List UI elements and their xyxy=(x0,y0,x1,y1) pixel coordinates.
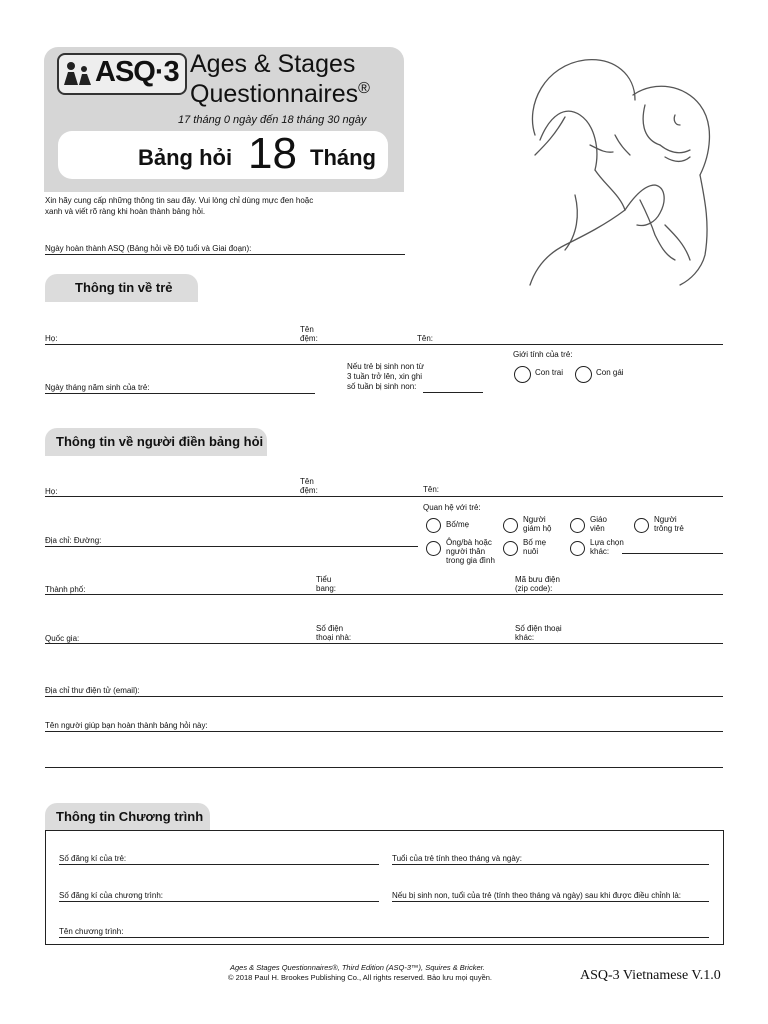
title-line2 xyxy=(190,80,370,109)
premature-line1: Nếu trẻ bị sinh non từ xyxy=(347,362,424,371)
age-at-admin-label: Tuổi của trẻ tính theo tháng và ngày: xyxy=(392,854,523,863)
rel-other-radio[interactable] xyxy=(570,541,585,556)
premature-line2: 3 tuần trở lên, xin ghi xyxy=(347,372,423,381)
program-info-tab xyxy=(45,803,210,831)
helper-field[interactable] xyxy=(45,731,723,732)
email-label: Địa chỉ thư điện tử (email): xyxy=(45,686,140,695)
form-title-box xyxy=(58,131,388,179)
footer-line2: © 2018 Paul H. Brookes Publishing Co., All rights reserved. Bảo lưu mọi quyền. xyxy=(228,973,493,982)
resp-name-field[interactable] xyxy=(45,496,723,497)
address-field[interactable] xyxy=(45,546,418,547)
respondent-info-tab xyxy=(45,428,267,456)
email-field[interactable] xyxy=(45,696,723,697)
zip-label: Mã bưu điện (zip code): xyxy=(515,575,560,593)
child-id-field[interactable] xyxy=(59,864,379,865)
title-line2-text: Questionnaires xyxy=(190,80,359,108)
logo-text: ASQ·3 xyxy=(95,56,179,88)
resp-middle-name-label: Tên đệm: xyxy=(300,477,318,495)
city-label: Thành phố: xyxy=(45,585,86,594)
rel-teacher-radio[interactable] xyxy=(570,518,585,533)
child-dob-label: Ngày tháng năm sinh của trẻ: xyxy=(45,383,150,392)
program-info-tab-label: Thông tin Chương trình xyxy=(56,809,204,824)
child-name-field[interactable] xyxy=(45,344,723,345)
rel-other-field[interactable] xyxy=(622,553,723,554)
child-first-name-label: Tên: xyxy=(417,334,434,343)
country-label: Quốc gia: xyxy=(45,634,80,643)
gender-male-label: Con trai xyxy=(535,368,564,377)
adjusted-age-label: Nếu bị sinh non, tuổi của trẻ (tính theo tháng và ngày) sau khi được điều chỉnh là: xyxy=(392,891,681,900)
other-phone-label: Số điện thoại khác: xyxy=(515,624,562,642)
rel-grandparent-label: Ông/bà hoặc người thân trong gia đình xyxy=(446,538,495,565)
form-prefix: Bảng hỏi xyxy=(138,145,233,170)
gender-male-radio[interactable] xyxy=(514,366,531,383)
child-id-label: Số đăng kí của trẻ: xyxy=(59,854,127,863)
footer-version: ASQ-3 Vietnamese V.1.0 xyxy=(580,968,721,983)
completion-date-field[interactable] xyxy=(45,254,405,255)
rel-other-label: Lựa chọn khác: xyxy=(590,538,624,556)
intro-line1: Xin hãy cung cấp những thông tin sau đây. Vui lòng chỉ dùng mực đen hoặc xyxy=(45,196,314,205)
rel-foster-radio[interactable] xyxy=(503,541,518,556)
address-label: Địa chỉ: Đường: xyxy=(45,536,102,545)
mother-baby-illustration xyxy=(505,45,725,290)
adjusted-age-field[interactable] xyxy=(392,901,709,902)
home-phone-label: Số điện thoại nhà: xyxy=(316,624,352,642)
program-id-field[interactable] xyxy=(59,901,379,902)
gender-label: Giới tính của trẻ: xyxy=(513,350,573,359)
rel-caregiver-radio[interactable] xyxy=(634,518,649,533)
child-middle-name-label: Tên đệm: xyxy=(300,325,318,343)
gender-female-label: Con gái xyxy=(596,368,624,377)
rel-parent-radio[interactable] xyxy=(426,518,441,533)
gender-female-radio[interactable] xyxy=(575,366,592,383)
country-phone-field[interactable] xyxy=(45,643,723,644)
rel-grandparent-radio[interactable] xyxy=(426,541,441,556)
child-info-tab-label: Thông tin về trẻ xyxy=(75,280,173,295)
title-line1: Ages & Stages xyxy=(190,50,356,78)
rel-guardian-label: Người giám hộ xyxy=(523,515,552,533)
state-label: Tiểu bang: xyxy=(316,575,337,593)
resp-first-name-label: Tên: xyxy=(423,485,440,494)
intro-line2: xanh và viết rõ ràng khi hoàn thành bảng hỏi. xyxy=(45,207,206,216)
form-number: 18 xyxy=(248,129,297,178)
child-dob-field[interactable] xyxy=(45,393,315,394)
registered-mark: ® xyxy=(358,80,370,97)
program-name-label: Tên chương trình: xyxy=(59,927,124,936)
helper-field-2[interactable] xyxy=(45,767,723,768)
premature-line3: số tuần bị sinh non: xyxy=(347,382,417,391)
program-id-label: Số đăng kí của chương trình: xyxy=(59,891,163,900)
relationship-label: Quan hệ với trẻ: xyxy=(423,503,481,512)
respondent-info-tab-label: Thông tin về người điền bảng hỏi xyxy=(56,434,264,449)
asq-logo xyxy=(57,53,187,95)
helper-label: Tên người giúp bạn hoàn thành bảng hỏi này: xyxy=(45,721,208,730)
program-info-box xyxy=(45,830,724,945)
child-info-tab xyxy=(45,274,198,302)
resp-last-name-label: Họ: xyxy=(45,487,58,496)
age-range: 17 tháng 0 ngày đến 18 tháng 30 ngày xyxy=(178,114,367,126)
program-name-field[interactable] xyxy=(59,937,709,938)
premature-weeks-field[interactable] xyxy=(423,392,483,393)
rel-caregiver-label: Người trông trẻ xyxy=(654,515,684,533)
child-last-name-label: Họ: xyxy=(45,334,58,343)
completion-date-label: Ngày hoàn thành ASQ (Bảng hỏi về Độ tuổi và Giai đoạn): xyxy=(45,244,252,253)
rel-foster-label: Bố mẹ nuôi xyxy=(523,538,547,556)
rel-parent-label: Bố/mẹ xyxy=(446,520,470,529)
rel-teacher-label: Giáo viên xyxy=(590,515,607,533)
city-state-zip-field[interactable] xyxy=(45,594,723,595)
form-suffix: Tháng xyxy=(310,145,376,170)
age-at-admin-field[interactable] xyxy=(392,864,709,865)
rel-guardian-radio[interactable] xyxy=(503,518,518,533)
family-icon xyxy=(62,60,96,86)
footer-line1: Ages & Stages Questionnaires®, Third Edition (ASQ-3™), Squires & Bricker. xyxy=(230,963,485,972)
